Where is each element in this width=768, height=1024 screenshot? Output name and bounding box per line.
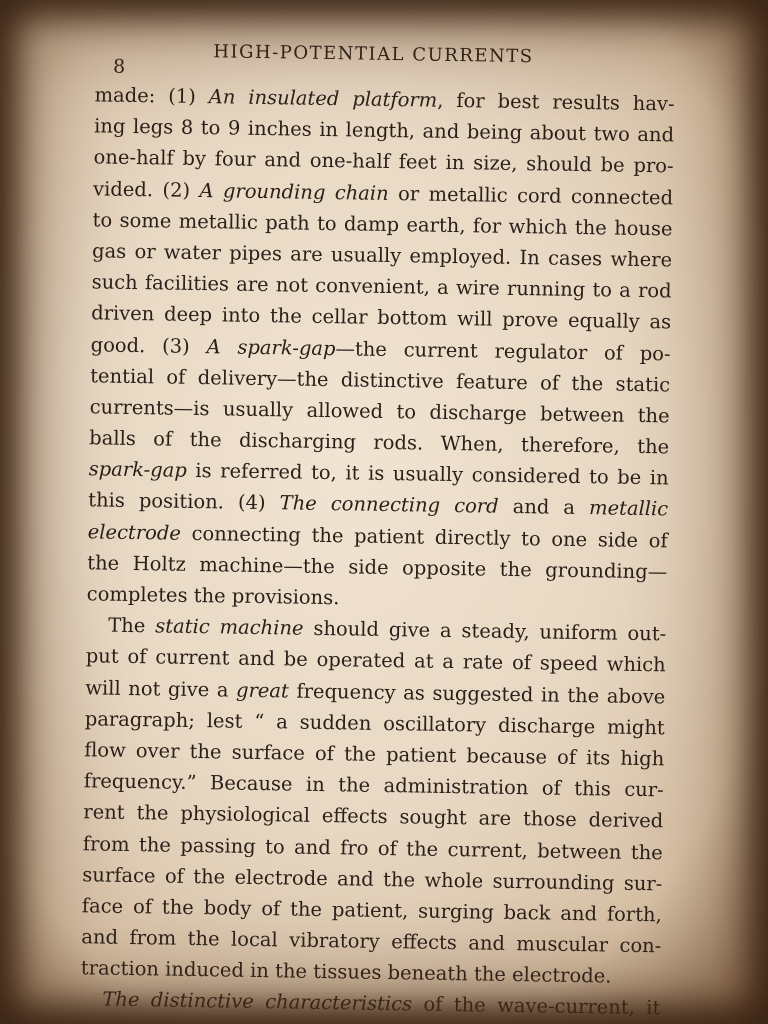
text-run: of the wave-current, it xyxy=(411,992,661,1020)
book-page xyxy=(80,33,685,1024)
italic-phrase: A spark-gap xyxy=(206,334,336,360)
italic-phrase: great xyxy=(235,678,290,703)
text-run: or metallic cord connected xyxy=(388,181,674,209)
italic-phrase: spark-gap xyxy=(88,457,187,483)
text-run: rent the physiological effects sought are those derived xyxy=(83,800,664,833)
text-run: —the current regulator of po- xyxy=(335,336,671,365)
text-run: from the passing to and fro of the current, between the xyxy=(82,831,663,864)
text-run: this position. (4) xyxy=(88,488,280,515)
text-run: made: (1) xyxy=(94,83,209,109)
italic-phrase: The distinctive characteristics xyxy=(102,988,413,1016)
text-run: traction induced in the tissues beneath the electrode. xyxy=(80,956,612,988)
text-run: should give a steady, uniform out- xyxy=(303,616,667,646)
running-head: HIGH-POTENTIAL CURRENTS xyxy=(213,41,534,68)
italic-phrase: electrode xyxy=(87,519,182,545)
text-run: one-half by four and one-half feet in size, should be pro- xyxy=(93,145,674,178)
text-run: flow over the surface of the patient because of its high xyxy=(84,738,665,771)
italic-phrase: static machine xyxy=(155,614,304,640)
text-run: and from the local vibratory effects and muscular con- xyxy=(81,925,662,958)
text-run: surface of the electrode and the whole surrounding sur- xyxy=(82,862,663,896)
text-run: face of the body of the patient, surging back and forth, xyxy=(81,894,662,927)
body-text xyxy=(80,79,685,1024)
text-run: frequency as suggested in the above xyxy=(288,679,666,708)
text-run: good. (3) xyxy=(90,332,207,358)
text-run: tential of delivery—the distinctive feature of the static xyxy=(90,363,671,397)
text-run: the Holtz machine—the side opposite the grounding— xyxy=(87,551,668,584)
text-run: vided. (2) xyxy=(92,176,200,202)
text-run: ing legs 8 to 9 inches in length, and being about two and xyxy=(93,114,675,147)
text-run: is referred to, it is usually considered to be in xyxy=(186,459,669,490)
text-run: driven deep into the cellar bottom will prove equally as xyxy=(91,301,672,334)
text-run: will not give a xyxy=(85,675,237,702)
text-run: frequency.” Because in the administration of this cur- xyxy=(83,769,664,802)
text-run: The xyxy=(108,613,156,638)
italic-phrase: An insulated platform xyxy=(208,85,438,112)
text-run: currents—is usually allowed to discharge between the xyxy=(89,395,670,428)
text-run: gas or water pipes are usually employed. In cases where xyxy=(91,239,673,272)
italic-phrase: A grounding chain xyxy=(199,178,389,205)
text-run: such facilities are not convenient, a wire running to a rod xyxy=(91,270,672,303)
text-run: paragraph; lest “ a sudden oscillatory discharge might xyxy=(84,707,665,740)
text-run: to some metallic path to damp earth, for which the house xyxy=(92,208,673,241)
italic-phrase: The connecting cord xyxy=(279,491,499,519)
page-number: 8 xyxy=(112,55,126,78)
text-run: and a xyxy=(498,495,590,520)
text-run: connecting the patient directly to one side of xyxy=(180,521,668,553)
italic-phrase: metallic xyxy=(588,496,669,521)
text-run: put of current and be operated at a rate of speed which xyxy=(85,644,666,677)
text-run: , for best results hav- xyxy=(437,88,675,116)
text-run: balls of the discharging rods. When, therefore, the xyxy=(89,426,670,459)
text-run: completes the provisions. xyxy=(86,582,340,610)
